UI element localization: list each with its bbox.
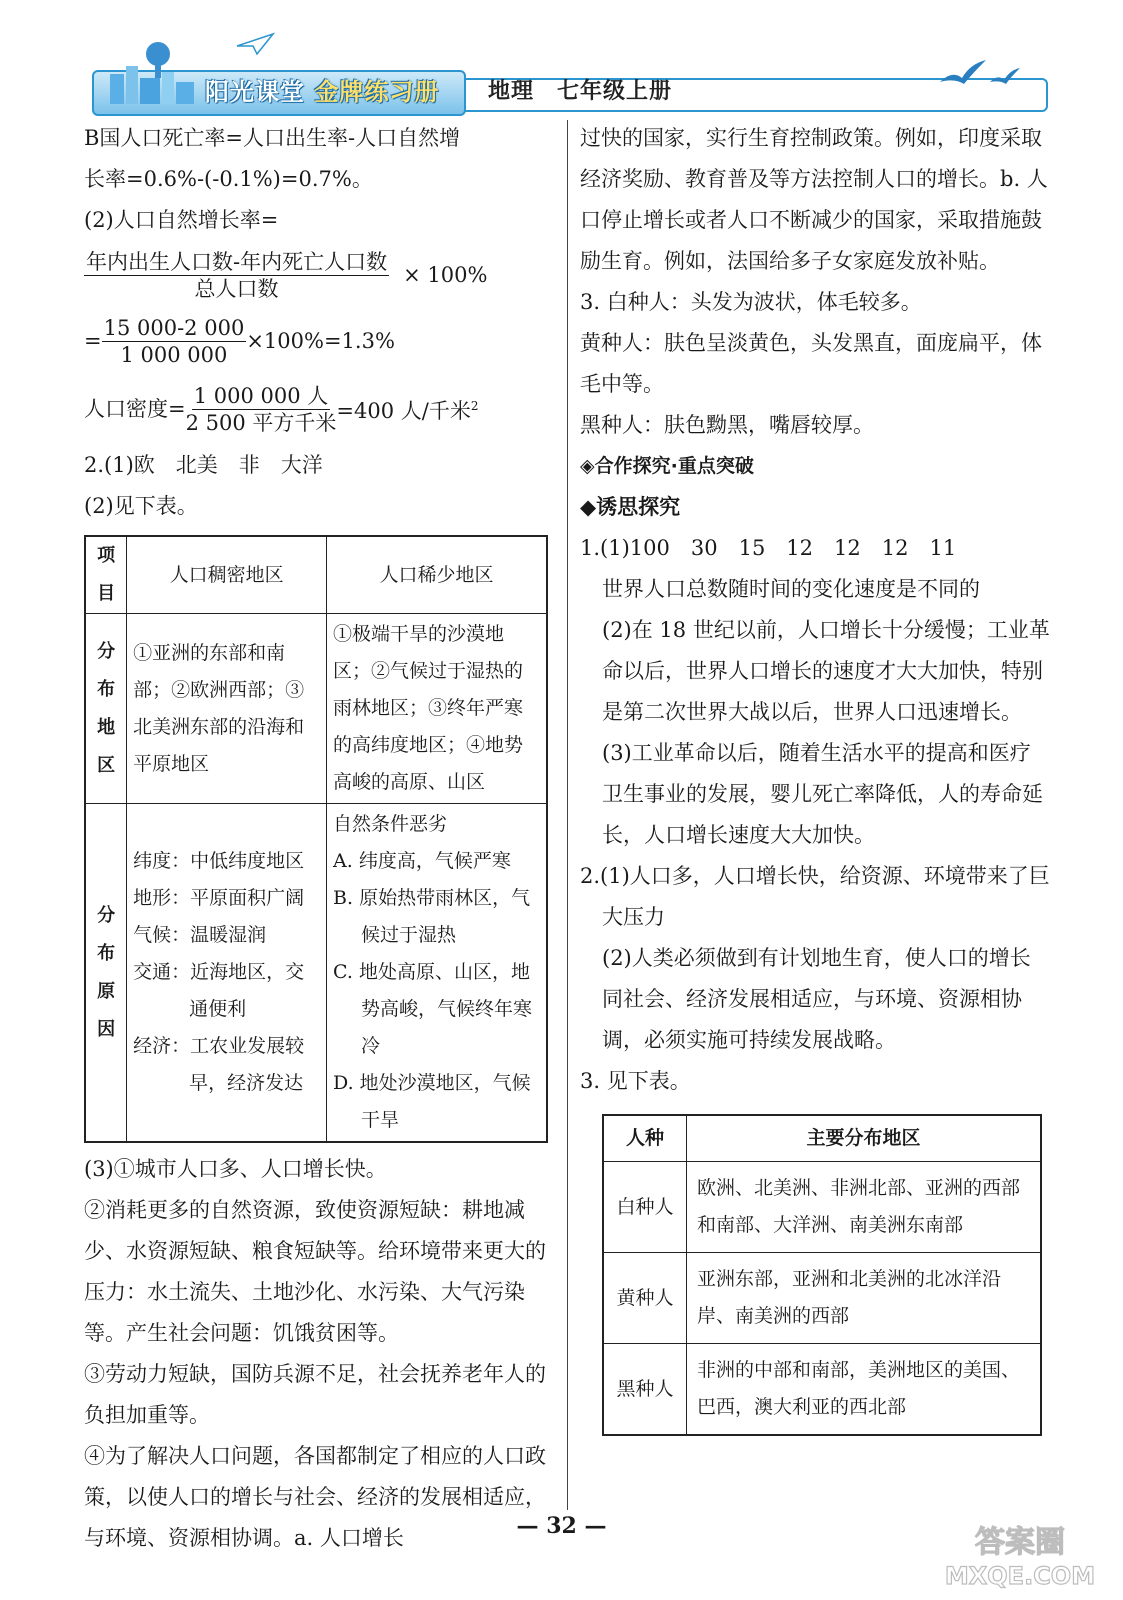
text-paragraph: ②消耗更多的自然资源，致使资源短缺：耕地减少、水资源短缺、粮食短缺等。给环境带来更大的压力：水土流失、土地沙化、水污染、大气污染等。产生社会问题：饥饿贫困等。 <box>84 1198 546 1345</box>
reason-line: 经济：工农业发展较早，经济发达 <box>133 1035 305 1094</box>
reason-line: A. 纬度高，气候严寒 <box>333 850 511 872</box>
text-paragraph: 1.(1)100 30 15 12 12 12 11 <box>580 536 957 560</box>
fraction <box>186 383 337 436</box>
text-paragraph: 过快的国家，实行生育控制政策。例如，印度采取经济奖励、教育普及等方法控制人口的增长。b. 人口停止增长或者人口不断减少的国家，采取措施鼓励生育。例如，法国给多子女家庭发放补贴。 <box>580 126 1048 273</box>
text-paragraph: 3. 白种人：头发为波状，体毛较多。 <box>580 290 922 314</box>
section-heading <box>580 446 1050 487</box>
reason-line: 纬度：中低纬度地区 <box>133 850 305 872</box>
growth-rate-formula <box>84 243 556 307</box>
population-distribution-table <box>84 535 548 1143</box>
text-paragraph: ③劳动力短缺，国防兵源不足，社会抚养老年人的负担加重等。 <box>84 1362 546 1427</box>
fraction <box>84 249 389 302</box>
formula-head: 人口密度= <box>84 396 186 421</box>
race-cell: 黑种人 <box>603 1344 687 1436</box>
table-header-row <box>85 536 547 614</box>
text-line: 2.(1)欧 北美 非 大洋 <box>84 453 323 477</box>
page-number: — 32 — <box>516 1513 607 1539</box>
table-header: 人口稀少地区 <box>327 536 547 614</box>
text-line: (2)人口自然增长率= <box>84 208 279 232</box>
formula-equals: = <box>84 328 102 353</box>
watermark-bottom: MXQE.COM <box>944 1562 1096 1590</box>
city-skyline-icon <box>100 38 210 108</box>
text-paragraph: 3. 见下表。 <box>580 1069 691 1093</box>
section-icon: ◈ <box>580 455 595 477</box>
table-header: 主要分布地区 <box>687 1115 1042 1162</box>
reason-line: 自然条件恶劣 <box>333 813 448 835</box>
table-cell <box>327 804 547 1143</box>
formula-tail <box>336 386 478 432</box>
table-row <box>603 1162 1041 1253</box>
race-cell: 黄种人 <box>603 1253 687 1344</box>
density-formula <box>84 379 556 439</box>
formula-tail: ×100%=1.3% <box>246 328 395 353</box>
text-paragraph: 2.(1)人口多，人口增长快，给资源、环境带来了巨大压力 <box>580 864 1050 929</box>
table-row <box>85 614 547 804</box>
text-line: B国人口死亡率=人口出生率-人口自然增 <box>84 126 461 150</box>
table-header: 人口稠密地区 <box>127 536 327 614</box>
table-cell: ①亚洲的东部和南部；②欧洲西部；③北美洲东部的沿海和平原地区 <box>127 614 327 804</box>
reason-line: 气候：温暖湿润 <box>133 924 267 946</box>
subsection-heading <box>580 487 1050 528</box>
fraction-numerator: 15 000-2 000 <box>103 315 245 340</box>
left-column <box>84 118 556 1559</box>
formula-tail: × 100% <box>403 262 488 287</box>
reason-line: B. 原始热带雨林区，气候过于湿热 <box>333 887 531 946</box>
region-cell: 非洲的中部和南部，美洲地区的美国、巴西，澳大利亚的西北部 <box>687 1344 1042 1436</box>
race-distribution-table <box>602 1114 1042 1436</box>
text-paragraph: (3)①城市人口多、人口增长快。 <box>84 1157 387 1181</box>
text-paragraph: (3)工业革命以后，随着生活水平的提高和医疗卫生事业的发展，婴儿死亡率降低，人的寿命延长，人口增长速度大大加快。 <box>602 741 1043 847</box>
series-title-part1: 阳光课堂 <box>205 78 305 106</box>
race-cell: 白种人 <box>603 1162 687 1253</box>
reason-line: D. 地处沙漠地区，气候干旱 <box>333 1072 531 1131</box>
superscript: 2 <box>470 399 479 413</box>
text-paragraph: (2)人类必须做到有计划地生育，使人口的增长同社会、经济发展相适应，与环境、资源相协调，必须实施可持续发展战略。 <box>602 946 1031 1052</box>
fraction-denominator: 总人口数 <box>194 276 279 301</box>
text-paragraph: (2)在 18 世纪以前，人口增长十分缓慢；工业革命以后，世界人口增长的速度才大大加快，特别是第二次世界大战以后，世界人口迅速增长。 <box>602 618 1050 724</box>
watermark-logo <box>925 1516 1115 1592</box>
row-header: 分布地区 <box>85 614 127 804</box>
birds-icon <box>930 52 1050 102</box>
reason-line: C. 地处高原、山区，地势高峻，气候终年寒冷 <box>333 961 533 1057</box>
table-header: 项目 <box>85 536 127 614</box>
region-cell: 亚洲东部，亚洲和北美洲的北冰洋沿岸、南美洲的西部 <box>687 1253 1042 1344</box>
text-line: (2)见下表。 <box>84 494 198 518</box>
reason-line: 交通：近海地区，交通便利 <box>133 961 305 1020</box>
text-paragraph: ④为了解决人口问题，各国都制定了相应的人口政策，以使人口的增长与社会、经济的发展相适应，与环境、资源相协调。a. 人口增长 <box>84 1444 546 1550</box>
right-column <box>580 118 1050 1436</box>
text-paragraph: 黄种人：肤色呈淡黄色，头发黑直，面庞扁平，体毛中等。 <box>580 331 1042 396</box>
region-cell: 欧洲、北美洲、非洲北部、亚洲的西部和南部、大洋洲、南美洲东南部 <box>687 1162 1042 1253</box>
text-paragraph: 黑种人：肤色黝黑，嘴唇较厚。 <box>580 413 874 437</box>
watermark-top: 答案圈 <box>975 1525 1065 1560</box>
series-title-part2: 金牌练习册 <box>314 78 440 106</box>
section-heading-text: 合作探究·重点突破 <box>594 455 754 477</box>
table-row <box>603 1253 1041 1344</box>
reason-line: 地形：平原面积广阔 <box>133 887 305 909</box>
diamond-icon: ◆ <box>580 495 597 519</box>
table-row <box>603 1344 1041 1436</box>
paper-plane-icon <box>235 32 275 56</box>
table-cell: ①极端干旱的沙漠地区；②气候过于湿热的雨林地区；③终年严寒的高纬度地区；④地势高峻的高原、山区 <box>327 614 547 804</box>
table-row <box>85 804 547 1143</box>
fraction <box>102 315 247 368</box>
table-header: 人种 <box>603 1115 687 1162</box>
series-title <box>205 72 439 107</box>
growth-rate-calculation <box>84 313 556 369</box>
formula-tail-text: =400 人/千米 <box>336 399 471 423</box>
text-line: 长率=0.6%-(-0.1%)=0.7%。 <box>84 167 373 191</box>
table-header-row <box>603 1115 1041 1162</box>
fraction-denominator: 1 000 000 <box>120 342 228 367</box>
column-divider <box>567 120 568 1510</box>
page-header <box>0 0 1123 120</box>
fraction-numerator: 年内出生人口数-年内死亡人口数 <box>86 249 388 274</box>
subsection-heading-text: 诱思探究 <box>596 495 681 519</box>
subject-title: 地理 七年级上册 <box>488 79 673 104</box>
table-cell <box>127 804 327 1143</box>
text-paragraph: 世界人口总数随时间的变化速度是不同的 <box>602 577 980 601</box>
fraction-denominator: 2 500 平方千米 <box>185 410 337 435</box>
row-header: 分布原因 <box>85 804 127 1143</box>
fraction-numerator: 1 000 000 人 <box>193 383 329 408</box>
